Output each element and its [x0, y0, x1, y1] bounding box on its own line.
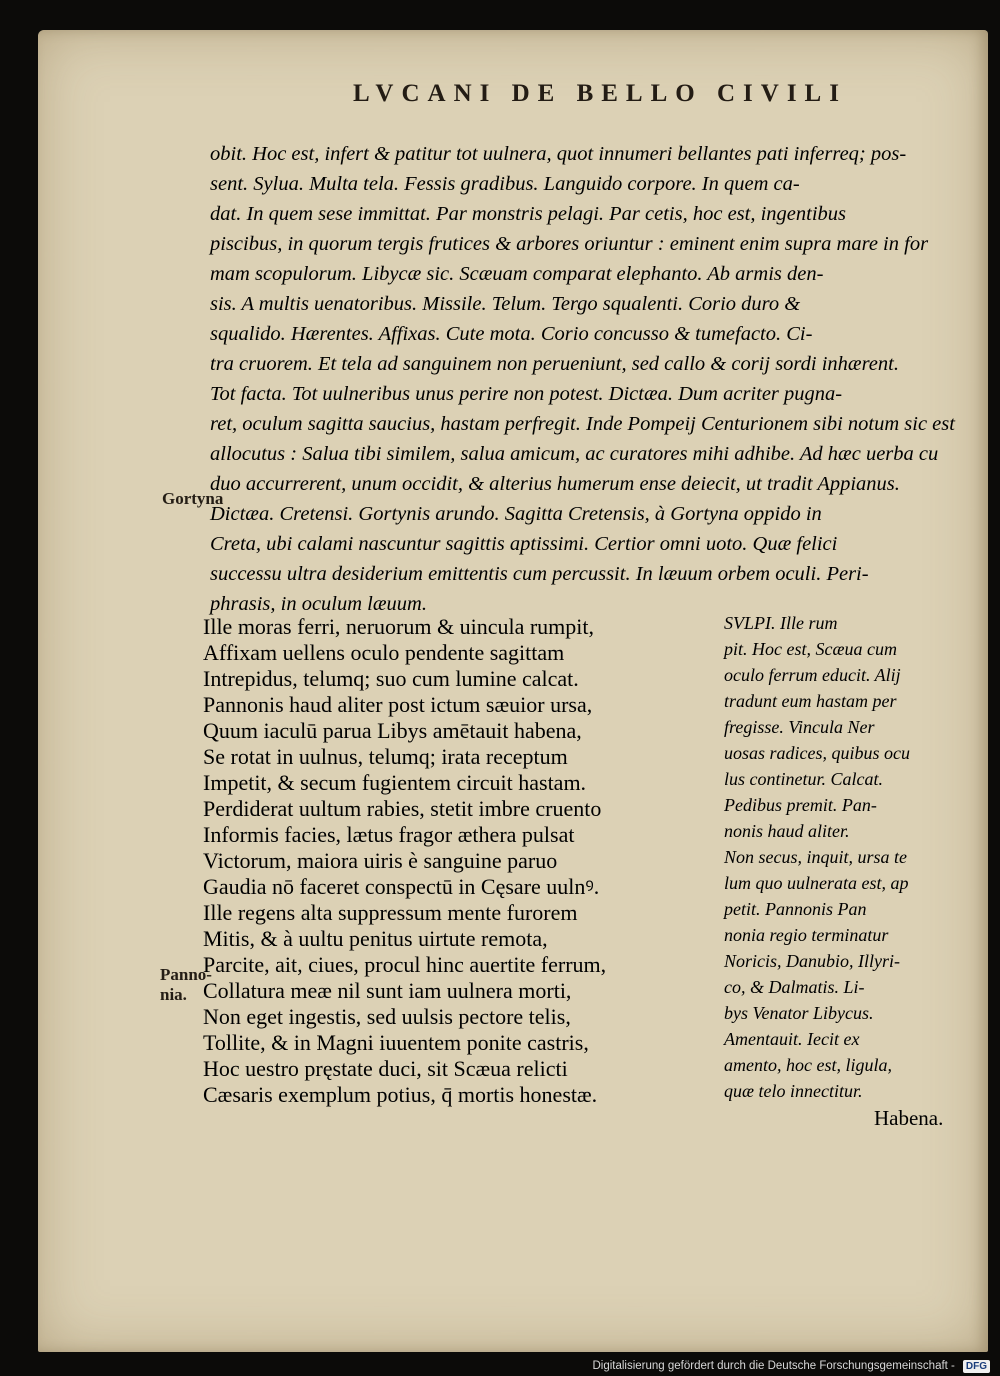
verse-line: Impetit, & secum fugientem circuit hastam.	[203, 770, 587, 795]
commentary-line: Tot facta. Tot uulneribus unus perire non potest. Dictæa. Dum acriter pugna-	[210, 383, 843, 405]
side-line: tradunt eum hastam per	[724, 691, 897, 711]
verse-line: Ille moras ferri, neruorum & uincula rumpit,	[203, 614, 594, 639]
verse-line: Se rotat in uulnus, telumq; irata receptum	[203, 744, 568, 769]
side-line: petit. Pannonis Pan	[724, 899, 867, 919]
commentary-line: mam scopulorum. Libycæ sic. Scæuam comparat elephanto. Ab armis den-	[210, 263, 824, 285]
commentary-line: piscibus, in quorum tergis frutices & arbores oriuntur : eminent enim supra mare in for	[210, 233, 929, 255]
commentary-line: obit. Hoc est, infert & patitur tot uulnera, quot innumeri bellantes pati inferreq; pos-	[210, 143, 907, 165]
verse-line: Perdiderat uultum rabies, stetit imbre cruento	[203, 796, 602, 821]
side-line: lum quo uulnerata est, ap	[724, 873, 909, 893]
side-line: uosas radices, quibus ocu	[724, 743, 910, 763]
side-line: Amentauit. Iecit ex	[724, 1029, 860, 1049]
commentary-line: squalido. Hærentes. Affixas. Cute mota. Corio concusso & tumefacto. Ci-	[210, 323, 813, 345]
footer-text: Digitalisierung gefördert durch die Deutsche Forschungsgemeinschaft -	[592, 1360, 955, 1372]
verse-line: Victorum, maiora uiris è sanguine paruo	[203, 848, 558, 873]
commentary-line: ret, oculum sagitta saucius, hastam perfregit. Inde Pompeij Centurionem sibi notum sic est	[210, 413, 955, 435]
commentary-line: tra cruorem. Et tela ad sanguinem non perueniunt, sed callo & corij sordi inhærent.	[210, 353, 899, 375]
verse-line: Hoc uestro pręstate duci, sit Scæua relicti	[203, 1056, 568, 1081]
side-line: nonis haud aliter.	[724, 821, 850, 841]
commentary-line: sent. Sylua. Multa tela. Fessis gradibus. Languido corpore. In quem ca-	[210, 173, 800, 195]
digitization-footer	[0, 1356, 1000, 1376]
verse-line: Cæsaris exemplum potius, q̄ mortis honestæ.	[203, 1082, 598, 1107]
side-line: fregisse. Vincula Ner	[724, 717, 875, 737]
commentary-line: phrasis, in oculum læuum.	[210, 593, 427, 615]
side-line: oculo ferrum educit. Alij	[724, 665, 901, 685]
verse-line: Quum iaculū parua Libys amētauit habena,	[203, 718, 582, 743]
margin-note-gortyna: Gortyna	[162, 489, 224, 508]
verse-line: Collatura meæ nil sunt iam uulnera morti,	[203, 978, 572, 1003]
verse-line: Informis facies, lætus fragor æthera pulsat	[203, 822, 575, 847]
verse-line: Ille regens alta suppressum mente furorem	[203, 900, 578, 925]
verse-line: Intrepidus, telumq; suo cum lumine calcat.	[203, 666, 579, 691]
side-line: Noricis, Danubio, Illyri-	[724, 951, 900, 971]
commentary-line: Dictæa. Cretensi. Gortynis arundo. Sagitta Cretensis, à Gortyna oppido in	[210, 503, 822, 525]
side-line: lus continetur. Calcat.	[724, 769, 883, 789]
commentary-line: sis. A multis uenatoribus. Missile. Telum. Tergo squalenti. Corio duro &	[210, 293, 801, 315]
margin-note-pannonia-2: nia.	[160, 985, 187, 1004]
commentary-line: dat. In quem sese immittat. Par monstris pelagi. Par cetis, hoc est, ingentibus	[210, 203, 847, 225]
verse-line: Non eget ingestis, sed uulsis pectore telis,	[203, 1004, 571, 1029]
side-line: Non secus, inquit, ursa te	[724, 847, 907, 867]
commentary-line: Creta, ubi calami nascuntur sagittis aptissimi. Certior omni uoto. Quæ felici	[210, 533, 838, 555]
margin-note-pannonia-1: Panno-	[160, 965, 212, 984]
verse-line: Pannonis haud aliter post ictum sæuior ursa,	[203, 692, 593, 717]
commentary-line: allocutus : Salua tibi similem, salua amicum, ac curatores mihi adhibe. Ad hæc uerba cu	[210, 443, 939, 465]
verse-line: Affixam uellens oculo pendente sagittam	[203, 640, 565, 665]
side-line: Pedibus premit. Pan-	[724, 795, 877, 815]
verse-line: Gaudia nō faceret conspectū in Cęsare uulnꝰ.	[203, 874, 600, 899]
side-line: bys Venator Libycus.	[724, 1003, 874, 1023]
verse-line: Tollite, & in Magni iuuentem ponite castris,	[203, 1030, 589, 1055]
commentary-line: duo accurrerent, unum occidit, & alterius humerum ense deiecit, ut tradit Appianus.	[210, 473, 900, 495]
side-line: amento, hoc est, ligula,	[724, 1055, 892, 1075]
verse-line: Mitis, & à uultu penitus uirtute remota,	[203, 926, 548, 951]
commentary-line: successu ultra desiderium emittentis cum percussit. In læuum orbem oculi. Peri-	[210, 563, 869, 585]
catchword: Habena.	[874, 1106, 944, 1130]
dfg-logo: DFG	[963, 1360, 990, 1373]
side-line: pit. Hoc est, Scæua cum	[724, 639, 897, 659]
side-line: nonia regio terminatur	[724, 925, 889, 945]
side-line: SVLPI. Ille rum	[724, 613, 838, 633]
side-line: co, & Dalmatis. Li-	[724, 977, 865, 997]
side-line: quæ telo innectitur.	[724, 1081, 863, 1101]
running-head: LVCANI DE BELLO CIVILI	[353, 80, 847, 107]
verse-line: Parcite, ait, ciues, procul hinc auertite ferrum,	[203, 952, 607, 977]
